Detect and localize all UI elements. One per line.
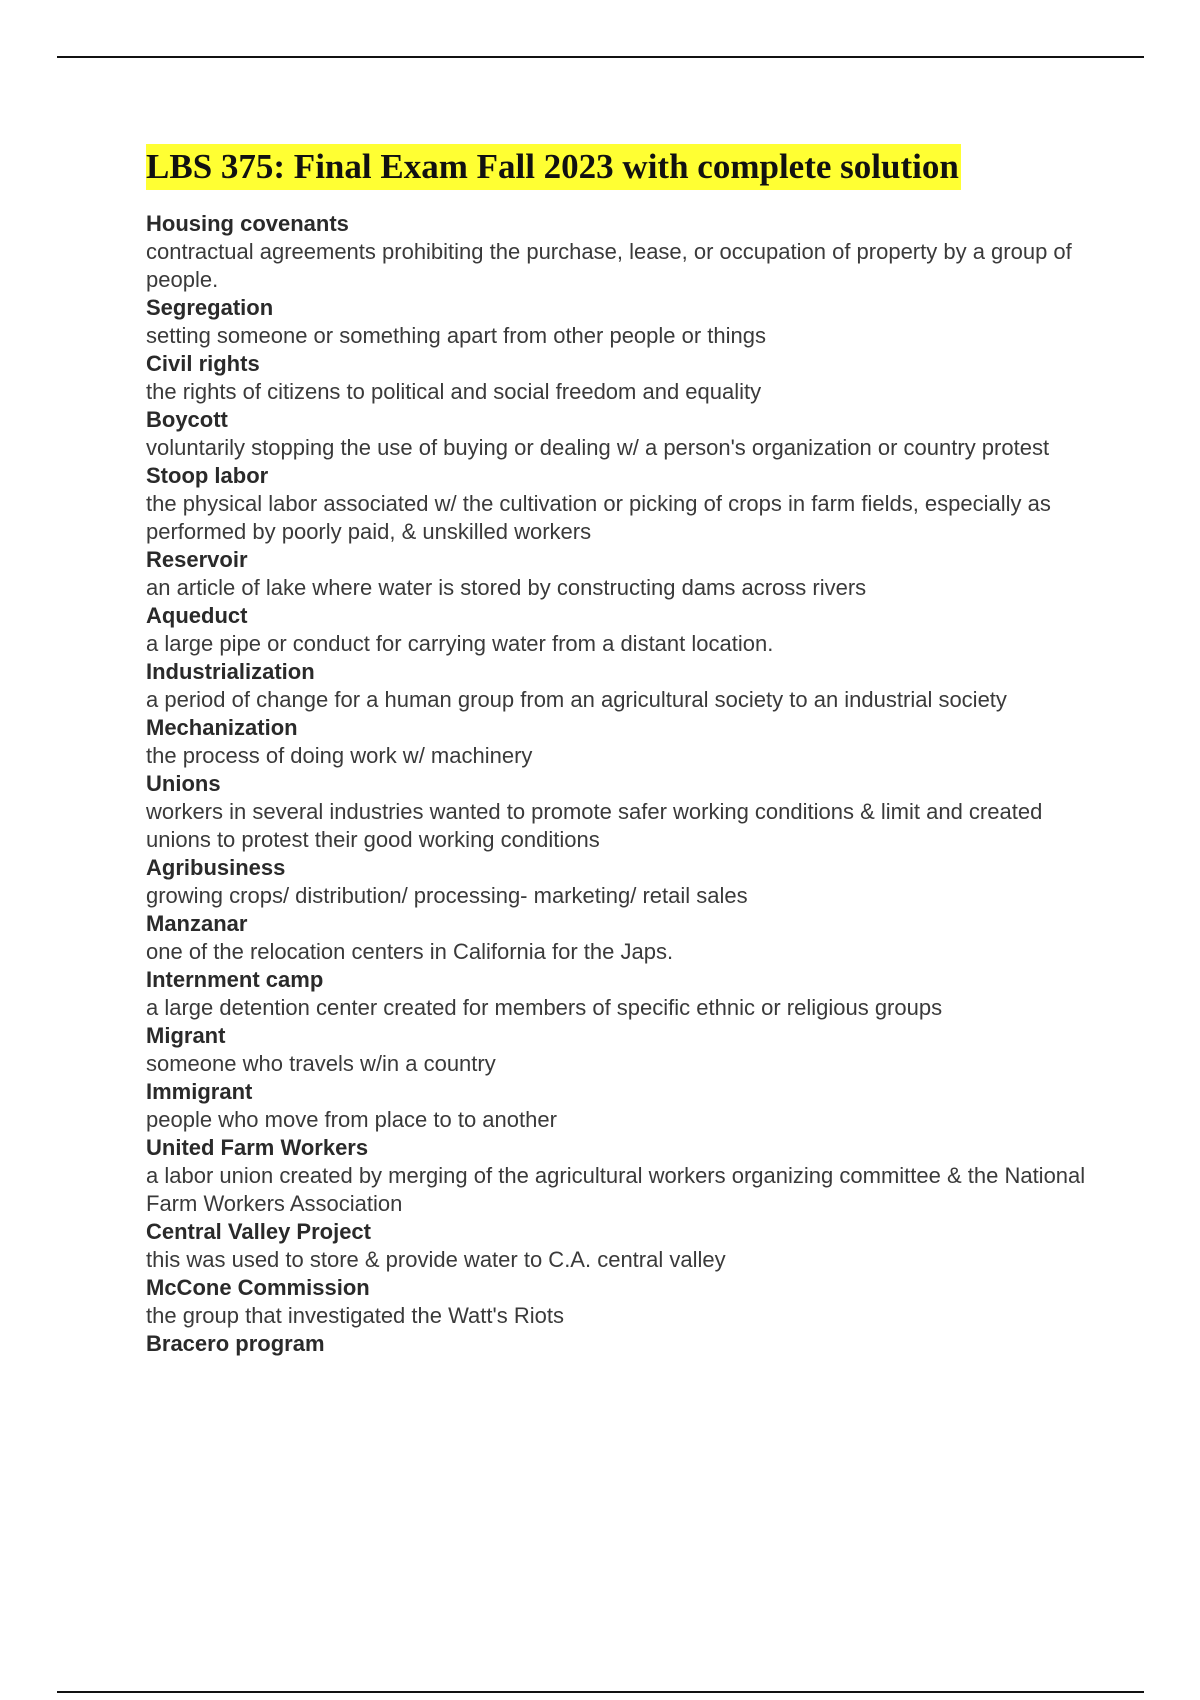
glossary-term: Segregation xyxy=(146,295,274,320)
glossary-definition: a large detention center created for members of specific ethnic or religious groups xyxy=(146,995,943,1020)
glossary-term: Manzanar xyxy=(146,911,248,936)
glossary-term: McCone Commission xyxy=(146,1275,370,1300)
glossary-term: Bracero program xyxy=(146,1331,325,1356)
glossary-term: Internment camp xyxy=(146,967,324,992)
glossary-entry xyxy=(146,1218,1106,1274)
glossary-definition: an article of lake where water is stored by constructing dams across rivers xyxy=(146,575,867,600)
glossary-entry xyxy=(146,1078,1106,1134)
glossary-entry xyxy=(146,350,1106,406)
glossary-definition: setting someone or something apart from other people or things xyxy=(146,323,767,348)
glossary-term: Migrant xyxy=(146,1023,226,1048)
top-rule xyxy=(57,56,1144,58)
glossary-definition: the group that investigated the Watt's Riots xyxy=(146,1303,564,1328)
glossary-term: Central Valley Project xyxy=(146,1219,371,1244)
glossary-term: United Farm Workers xyxy=(146,1135,369,1160)
glossary-definition: a labor union created by merging of the agricultural workers organizing committee & the National Farm Workers Association xyxy=(146,1163,1086,1216)
page-title: LBS 375: Final Exam Fall 2023 with complete solution xyxy=(146,144,961,190)
glossary-definition: one of the relocation centers in California for the Japs. xyxy=(146,939,674,964)
glossary-term: Civil rights xyxy=(146,351,260,376)
glossary-list xyxy=(146,210,1106,1358)
glossary-entry xyxy=(146,294,1106,350)
glossary-term: Reservoir xyxy=(146,547,248,572)
glossary-term: Industrialization xyxy=(146,659,315,684)
glossary-entry xyxy=(146,462,1106,546)
glossary-entry xyxy=(146,1274,1106,1330)
glossary-entry xyxy=(146,658,1106,714)
glossary-term: Agribusiness xyxy=(146,855,286,880)
glossary-term: Unions xyxy=(146,771,221,796)
bottom-rule xyxy=(57,1691,1144,1693)
glossary-term: Immigrant xyxy=(146,1079,253,1104)
glossary-entry xyxy=(146,770,1106,854)
glossary-definition: a large pipe or conduct for carrying water from a distant location. xyxy=(146,631,774,656)
glossary-definition: the physical labor associated w/ the cultivation or picking of crops in farm fields, especially as performed by poorly paid, & unskilled workers xyxy=(146,491,1051,544)
document-body xyxy=(146,144,1106,1358)
glossary-entry xyxy=(146,210,1106,294)
glossary-definition: contractual agreements prohibiting the purchase, lease, or occupation of property by a group of people. xyxy=(146,239,1072,292)
glossary-definition: this was used to store & provide water to C.A. central valley xyxy=(146,1247,726,1272)
glossary-term: Aqueduct xyxy=(146,603,248,628)
glossary-term: Stoop labor xyxy=(146,463,269,488)
glossary-entry xyxy=(146,546,1106,602)
glossary-definition: the rights of citizens to political and social freedom and equality xyxy=(146,379,762,404)
glossary-definition: people who move from place to to another xyxy=(146,1107,557,1132)
glossary-term: Boycott xyxy=(146,407,228,432)
glossary-entry xyxy=(146,1134,1106,1218)
glossary-entry xyxy=(146,1330,1106,1358)
glossary-entry xyxy=(146,966,1106,1022)
glossary-definition: growing crops/ distribution/ processing- marketing/ retail sales xyxy=(146,883,748,908)
glossary-entry xyxy=(146,602,1106,658)
glossary-definition: voluntarily stopping the use of buying or dealing w/ a person's organization or country protest xyxy=(146,435,1050,460)
glossary-entry xyxy=(146,910,1106,966)
glossary-entry xyxy=(146,854,1106,910)
glossary-entry xyxy=(146,406,1106,462)
glossary-term: Housing covenants xyxy=(146,211,349,236)
glossary-entry xyxy=(146,1022,1106,1078)
glossary-term: Mechanization xyxy=(146,715,298,740)
glossary-entry xyxy=(146,714,1106,770)
glossary-definition: the process of doing work w/ machinery xyxy=(146,743,533,768)
glossary-definition: someone who travels w/in a country xyxy=(146,1051,496,1076)
glossary-definition: a period of change for a human group from an agricultural society to an industrial society xyxy=(146,687,1007,712)
glossary-definition: workers in several industries wanted to promote safer working conditions & limit and created unions to protest their good working conditions xyxy=(146,799,1043,852)
